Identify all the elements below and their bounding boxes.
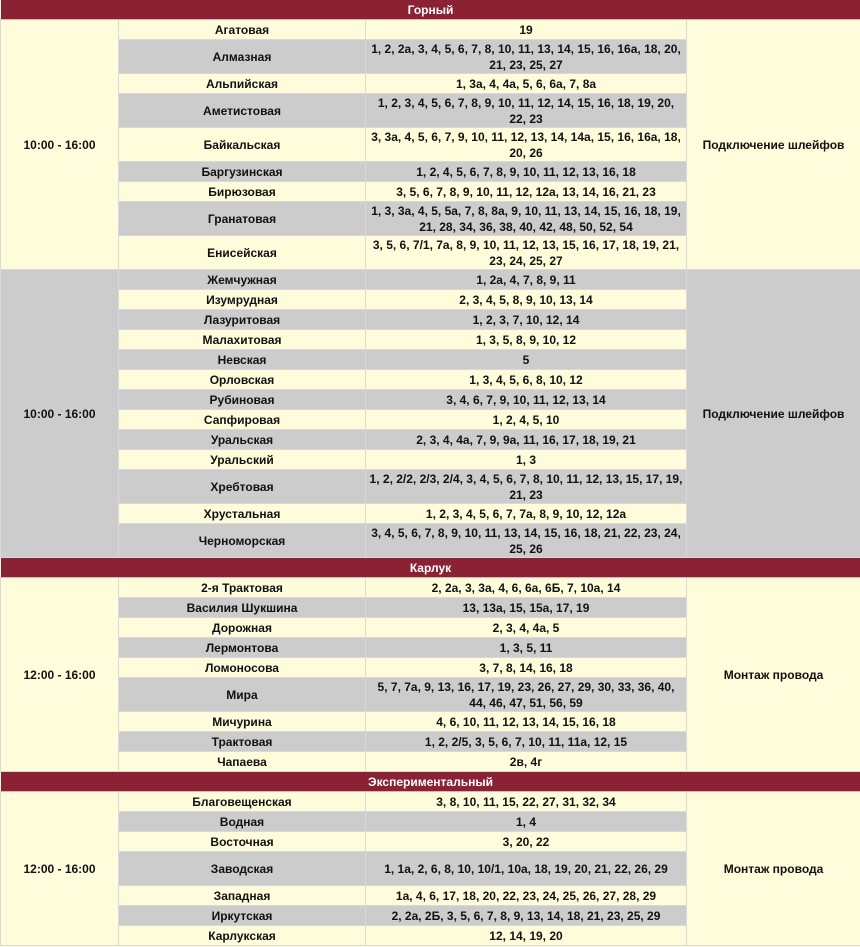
house-numbers: 3, 20, 22 <box>366 832 687 852</box>
street-name: Мира <box>119 678 366 712</box>
work-type: Монтаж провода <box>687 792 860 946</box>
house-numbers: 5, 7, 7а, 9, 13, 16, 17, 19, 23, 26, 27, 29, 30, 33, 36, 40, 44, 46, 47, 51, 56, 59 <box>366 678 687 712</box>
street-name: Лермонтова <box>119 638 366 658</box>
house-numbers: 1, 2а, 4, 7, 8, 9, 11 <box>366 270 687 290</box>
house-numbers: 2, 3, 4, 4а, 5 <box>366 618 687 638</box>
street-name: Иркутская <box>119 906 366 926</box>
section-title: Горный <box>1 0 860 20</box>
table-row <box>1 578 860 598</box>
house-numbers: 2, 2а, 3, 3а, 4, 6, 6а, 6Б, 7, 10а, 14 <box>366 578 687 598</box>
house-numbers: 2, 2а, 2Б, 3, 5, 6, 7, 8, 9, 13, 14, 18, 21, 23, 25, 29 <box>366 906 687 926</box>
street-name: Дорожная <box>119 618 366 638</box>
house-numbers: 1, 3, 3а, 4, 5, 5а, 7, 8, 8а, 9, 10, 11, 13, 14, 15, 16, 18, 19, 21, 28, 34, 36, 38, 40, 42, 48, 50, 52, 54 <box>366 202 687 236</box>
street-name: Карлукская <box>119 926 366 946</box>
street-name: Лазуритовая <box>119 310 366 330</box>
street-name: Западная <box>119 886 366 906</box>
house-numbers: 1, 3, 4, 5, 6, 8, 10, 12 <box>366 370 687 390</box>
work-type: Подключение шлейфов <box>687 270 860 558</box>
house-numbers: 2, 3, 4, 5, 8, 9, 10, 13, 14 <box>366 290 687 310</box>
work-type: Монтаж провода <box>687 578 860 772</box>
house-numbers: 3, 5, 6, 7/1, 7а, 8, 9, 10, 11, 12, 13, 15, 16, 17, 18, 19, 21, 23, 24, 25, 27 <box>366 236 687 270</box>
schedule-body <box>1 0 860 946</box>
house-numbers: 1, 2, 3, 4, 5, 6, 7, 8, 9, 10, 11, 12, 14, 15, 16, 18, 19, 20, 22, 23 <box>366 94 687 128</box>
street-name: Восточная <box>119 832 366 852</box>
house-numbers: 1, 3 <box>366 450 687 470</box>
house-numbers: 3, 3а, 4, 5, 6, 7, 9, 10, 11, 12, 13, 14, 14а, 15, 16, 16а, 18, 20, 26 <box>366 128 687 162</box>
house-numbers: 4, 6, 10, 11, 12, 13, 14, 15, 16, 18 <box>366 712 687 732</box>
house-numbers: 19 <box>366 20 687 40</box>
time-window: 12:00 - 16:00 <box>1 792 119 946</box>
house-numbers: 1, 2, 2а, 3, 4, 5, 6, 7, 8, 10, 11, 13, 14, 15, 16, 16а, 18, 20, 21, 23, 25, 27 <box>366 40 687 74</box>
street-name: Жемчужная <box>119 270 366 290</box>
house-numbers: 1, 2, 3, 7, 10, 12, 14 <box>366 310 687 330</box>
street-name: Уральский <box>119 450 366 470</box>
street-name: Ломоносова <box>119 658 366 678</box>
street-name: Аметистовая <box>119 94 366 128</box>
street-name: Сапфировая <box>119 410 366 430</box>
street-name: Рубиновая <box>119 390 366 410</box>
street-name: Байкальская <box>119 128 366 162</box>
street-name: Альпийская <box>119 74 366 94</box>
section-header <box>1 0 860 20</box>
work-type: Подключение шлейфов <box>687 20 860 270</box>
house-numbers: 3, 7, 8, 14, 16, 18 <box>366 658 687 678</box>
street-name: Агатовая <box>119 20 366 40</box>
street-name: Благовещенская <box>119 792 366 812</box>
house-numbers: 3, 4, 5, 6, 7, 8, 9, 10, 11, 13, 14, 15, 16, 18, 21, 22, 23, 24, 25, 26 <box>366 524 687 558</box>
table-row <box>1 20 860 40</box>
house-numbers: 2, 3, 4, 4а, 7, 9, 9а, 11, 16, 17, 18, 19, 21 <box>366 430 687 450</box>
time-window: 10:00 - 16:00 <box>1 20 119 270</box>
house-numbers: 3, 8, 10, 11, 15, 22, 27, 31, 32, 34 <box>366 792 687 812</box>
street-name: Заводская <box>119 852 366 886</box>
street-name: Невская <box>119 350 366 370</box>
street-name: Малахитовая <box>119 330 366 350</box>
street-name: Гранатовая <box>119 202 366 236</box>
house-numbers: 1а, 4, 6, 17, 18, 20, 22, 23, 24, 25, 26, 27, 28, 29 <box>366 886 687 906</box>
house-numbers: 12, 14, 19, 20 <box>366 926 687 946</box>
street-name: Черноморская <box>119 524 366 558</box>
street-name: Мичурина <box>119 712 366 732</box>
street-name: Бирюзовая <box>119 182 366 202</box>
street-name: Орловская <box>119 370 366 390</box>
street-name: Хребтовая <box>119 470 366 504</box>
house-numbers: 1, 1а, 2, 6, 8, 10, 10/1, 10а, 18, 19, 20, 21, 22, 26, 29 <box>366 852 687 886</box>
street-name: Чапаева <box>119 752 366 772</box>
house-numbers: 5 <box>366 350 687 370</box>
house-numbers: 3, 4, 6, 7, 9, 10, 11, 12, 13, 14 <box>366 390 687 410</box>
house-numbers: 1, 3, 5, 11 <box>366 638 687 658</box>
table-row <box>1 270 860 290</box>
house-numbers: 1, 2, 2/2, 2/3, 2/4, 3, 4, 5, 6, 7, 8, 10, 11, 12, 13, 15, 17, 19, 21, 23 <box>366 470 687 504</box>
street-name: Хрустальная <box>119 504 366 524</box>
house-numbers: 13, 13а, 15, 15а, 17, 19 <box>366 598 687 618</box>
section-title: Экспериментальный <box>1 772 860 792</box>
house-numbers: 1, 2, 2/5, 3, 5, 6, 7, 10, 11, 11а, 12, 15 <box>366 732 687 752</box>
house-numbers: 1, 2, 3, 4, 5, 6, 7, 7а, 8, 9, 10, 12, 12а <box>366 504 687 524</box>
house-numbers: 3, 5, 6, 7, 8, 9, 10, 11, 12, 12а, 13, 14, 16, 21, 23 <box>366 182 687 202</box>
street-name: 2-я Трактовая <box>119 578 366 598</box>
street-name: Трактовая <box>119 732 366 752</box>
section-header <box>1 558 860 578</box>
house-numbers: 2в, 4г <box>366 752 687 772</box>
street-name: Уральская <box>119 430 366 450</box>
street-name: Енисейская <box>119 236 366 270</box>
house-numbers: 1, 3, 5, 8, 9, 10, 12 <box>366 330 687 350</box>
time-window: 12:00 - 16:00 <box>1 578 119 772</box>
street-name: Изумрудная <box>119 290 366 310</box>
street-name: Баргузинская <box>119 162 366 182</box>
street-name: Алмазная <box>119 40 366 74</box>
house-numbers: 1, 4 <box>366 812 687 832</box>
time-window: 10:00 - 16:00 <box>1 270 119 558</box>
street-name: Водная <box>119 812 366 832</box>
house-numbers: 1, 2, 4, 5, 10 <box>366 410 687 430</box>
table-row <box>1 792 860 812</box>
street-name: Василия Шукшина <box>119 598 366 618</box>
section-title: Карлук <box>1 558 860 578</box>
section-header <box>1 772 860 792</box>
house-numbers: 1, 3а, 4, 4а, 5, 6, 6а, 7, 8а <box>366 74 687 94</box>
house-numbers: 1, 2, 4, 5, 6, 7, 8, 9, 10, 11, 12, 13, 16, 18 <box>366 162 687 182</box>
